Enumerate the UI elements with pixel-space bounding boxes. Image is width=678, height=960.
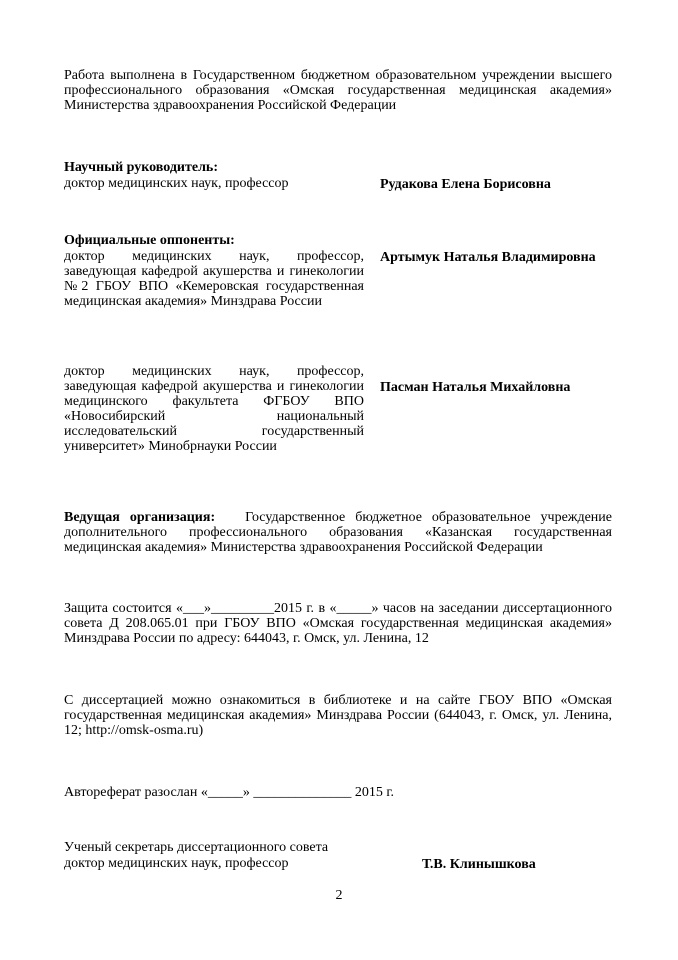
lead-organization-label: Ведущая организация:: [64, 510, 216, 525]
intro-paragraph: Работа выполнена в Государственном бюджетном образовательном учреждении высшего профессионального образования «Омская государственная медицинская академия» Министерства здравоохранения Российской Федерации: [64, 68, 612, 113]
secretary-line-2: доктор медицинских наук, профессор: [64, 856, 289, 871]
supervisor-heading: Научный руководитель:: [64, 160, 218, 175]
secretary-line-1: Ученый секретарь диссертационного совета: [64, 840, 329, 855]
opponent-1-name: Артымук Наталья Владимировна: [380, 250, 596, 265]
supervisor-title: доктор медицинских наук, профессор: [64, 176, 289, 191]
sent-date-line: Автореферат разослан «_____» ______________ 2015 г.: [64, 785, 395, 800]
supervisor-name: Рудакова Елена Борисовна: [380, 177, 551, 192]
defense-paragraph: Защита состоится «___»_________2015 г. в «_____» часов на заседании диссертационного совета Д 208.065.01 при ГБОУ ВПО «Омская государственная медицинская академия» Минздрава России по адресу: 644043, г. Омск, ул. Ленина, 12: [64, 601, 612, 646]
library-paragraph: С диссертацией можно ознакомиться в библиотеке и на сайте ГБОУ ВПО «Омская государственная медицинская академия» Минздрава России (644043, г. Омск, ул. Ленина, 12; http://omsk-osma.ru): [64, 693, 612, 738]
opponent-2-description: доктор медицинских наук, профессор, заведующая кафедрой акушерства и гинекологии медицинского факультета ФГБОУ ВПО «Новосибирский национальный исследовательский государственный университет» Минобрнауки России: [64, 364, 364, 454]
lead-organization-paragraph: [64, 510, 612, 555]
opponent-1-description: доктор медицинских наук, профессор, заведующая кафедрой акушерства и гинекологии №2 ГБОУ ВПО «Кемеровская государственная медицинская академия» Минздрава России: [64, 249, 364, 309]
opponents-heading: Официальные оппоненты:: [64, 233, 235, 248]
secretary-name: Т.В. Клинышкова: [422, 857, 536, 872]
opponent-2-name: Пасман Наталья Михайловна: [380, 380, 571, 395]
lead-organization-text: Государственное бюджетное образовательное учреждение дополнительного профессионального образования «Казанская государственная медицинская академия» Министерства здравоохранения Российской Федерации: [64, 510, 613, 555]
page-number: 2: [335, 888, 343, 903]
